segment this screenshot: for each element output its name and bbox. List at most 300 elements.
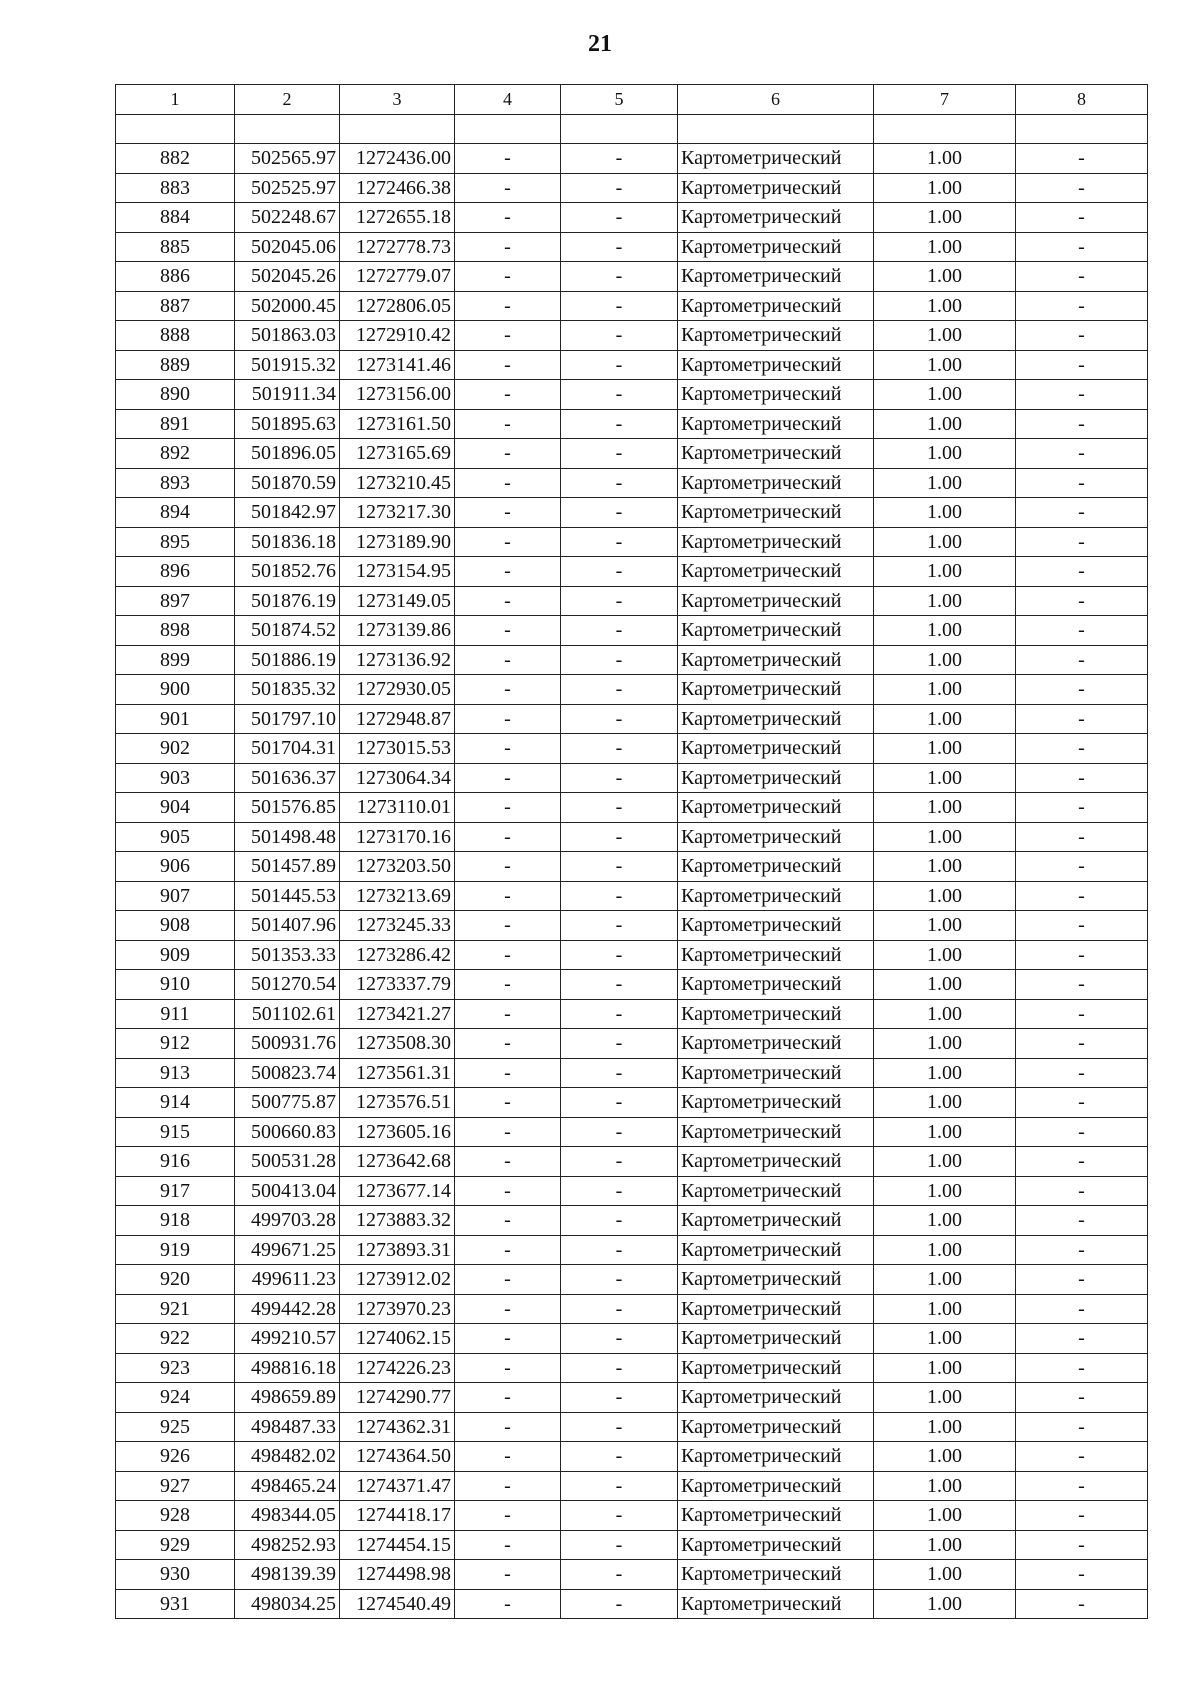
point-number-cell: 922 <box>116 1324 235 1354</box>
col4-value-cell: - <box>455 1589 561 1619</box>
method-cell: Картометрический <box>678 1294 874 1324</box>
table-row <box>116 439 1148 469</box>
col5-value-cell: - <box>561 468 678 498</box>
col4-value-cell: - <box>455 468 561 498</box>
col4-value-cell: - <box>455 498 561 528</box>
blank-row <box>116 114 1148 144</box>
col8-value-cell: - <box>1016 1294 1148 1324</box>
method-cell: Картометрический <box>678 1442 874 1472</box>
coord-x-cell: 498487.33 <box>235 1412 340 1442</box>
column-header-5: 5 <box>561 85 678 115</box>
coord-x-cell: 500823.74 <box>235 1058 340 1088</box>
coord-y-cell: 1272948.87 <box>340 704 455 734</box>
col5-value-cell: - <box>561 144 678 174</box>
col4-value-cell: - <box>455 409 561 439</box>
col5-value-cell: - <box>561 1589 678 1619</box>
col5-value-cell: - <box>561 262 678 292</box>
point-number-cell: 900 <box>116 675 235 705</box>
col5-value-cell: - <box>561 498 678 528</box>
accuracy-cell: 1.00 <box>874 911 1016 941</box>
point-number-cell: 928 <box>116 1501 235 1531</box>
col5-value-cell: - <box>561 970 678 1000</box>
coord-y-cell: 1273156.00 <box>340 380 455 410</box>
method-cell: Картометрический <box>678 1589 874 1619</box>
col4-value-cell: - <box>455 1058 561 1088</box>
col8-value-cell: - <box>1016 1412 1148 1442</box>
blank-cell <box>116 114 235 144</box>
col5-value-cell: - <box>561 1058 678 1088</box>
point-number-cell: 905 <box>116 822 235 852</box>
method-cell: Картометрический <box>678 1265 874 1295</box>
table-row <box>116 1442 1148 1472</box>
coord-x-cell: 501896.05 <box>235 439 340 469</box>
accuracy-cell: 1.00 <box>874 262 1016 292</box>
method-cell: Картометрический <box>678 586 874 616</box>
col5-value-cell: - <box>561 675 678 705</box>
col8-value-cell: - <box>1016 881 1148 911</box>
col4-value-cell: - <box>455 291 561 321</box>
point-number-cell: 908 <box>116 911 235 941</box>
col5-value-cell: - <box>561 173 678 203</box>
point-number-cell: 920 <box>116 1265 235 1295</box>
coord-y-cell: 1273677.14 <box>340 1176 455 1206</box>
point-number-cell: 918 <box>116 1206 235 1236</box>
col5-value-cell: - <box>561 586 678 616</box>
col4-value-cell: - <box>455 1353 561 1383</box>
coord-y-cell: 1273576.51 <box>340 1088 455 1118</box>
col8-value-cell: - <box>1016 1058 1148 1088</box>
col8-value-cell: - <box>1016 350 1148 380</box>
accuracy-cell: 1.00 <box>874 1176 1016 1206</box>
point-number-cell: 914 <box>116 1088 235 1118</box>
coord-y-cell: 1273110.01 <box>340 793 455 823</box>
col8-value-cell: - <box>1016 1383 1148 1413</box>
coord-y-cell: 1273421.27 <box>340 999 455 1029</box>
method-cell: Картометрический <box>678 616 874 646</box>
method-cell: Картометрический <box>678 822 874 852</box>
point-number-cell: 885 <box>116 232 235 262</box>
coord-x-cell: 499703.28 <box>235 1206 340 1236</box>
method-cell: Картометрический <box>678 439 874 469</box>
accuracy-cell: 1.00 <box>874 1294 1016 1324</box>
accuracy-cell: 1.00 <box>874 321 1016 351</box>
coord-x-cell: 501836.18 <box>235 527 340 557</box>
accuracy-cell: 1.00 <box>874 173 1016 203</box>
coord-x-cell: 498465.24 <box>235 1471 340 1501</box>
method-cell: Картометрический <box>678 232 874 262</box>
col8-value-cell: - <box>1016 1117 1148 1147</box>
coord-x-cell: 502525.97 <box>235 173 340 203</box>
coord-x-cell: 501876.19 <box>235 586 340 616</box>
method-cell: Картометрический <box>678 527 874 557</box>
coord-y-cell: 1274454.15 <box>340 1530 455 1560</box>
coordinates-table <box>115 84 1148 1619</box>
point-number-cell: 925 <box>116 1412 235 1442</box>
method-cell: Картометрический <box>678 144 874 174</box>
table-row <box>116 262 1148 292</box>
point-number-cell: 924 <box>116 1383 235 1413</box>
coord-y-cell: 1273642.68 <box>340 1147 455 1177</box>
col8-value-cell: - <box>1016 1560 1148 1590</box>
accuracy-cell: 1.00 <box>874 1353 1016 1383</box>
col4-value-cell: - <box>455 1117 561 1147</box>
col4-value-cell: - <box>455 704 561 734</box>
table-row <box>116 321 1148 351</box>
coord-x-cell: 500660.83 <box>235 1117 340 1147</box>
col4-value-cell: - <box>455 852 561 882</box>
coord-y-cell: 1272655.18 <box>340 203 455 233</box>
coord-x-cell: 501835.32 <box>235 675 340 705</box>
table-row <box>116 350 1148 380</box>
col8-value-cell: - <box>1016 586 1148 616</box>
table-row <box>116 586 1148 616</box>
blank-cell <box>874 114 1016 144</box>
blank-cell <box>678 114 874 144</box>
method-cell: Картометрический <box>678 1471 874 1501</box>
table-row <box>116 1029 1148 1059</box>
coord-y-cell: 1272910.42 <box>340 321 455 351</box>
point-number-cell: 897 <box>116 586 235 616</box>
col8-value-cell: - <box>1016 704 1148 734</box>
col4-value-cell: - <box>455 1560 561 1590</box>
coord-y-cell: 1273210.45 <box>340 468 455 498</box>
col8-value-cell: - <box>1016 1530 1148 1560</box>
table-row <box>116 1501 1148 1531</box>
coord-x-cell: 498139.39 <box>235 1560 340 1590</box>
coord-x-cell: 502000.45 <box>235 291 340 321</box>
col8-value-cell: - <box>1016 409 1148 439</box>
coord-x-cell: 501457.89 <box>235 852 340 882</box>
col4-value-cell: - <box>455 439 561 469</box>
col8-value-cell: - <box>1016 793 1148 823</box>
table-row <box>116 1294 1148 1324</box>
col5-value-cell: - <box>561 1324 678 1354</box>
coord-y-cell: 1273203.50 <box>340 852 455 882</box>
accuracy-cell: 1.00 <box>874 380 1016 410</box>
col8-value-cell: - <box>1016 1235 1148 1265</box>
accuracy-cell: 1.00 <box>874 970 1016 1000</box>
accuracy-cell: 1.00 <box>874 468 1016 498</box>
table-row <box>116 380 1148 410</box>
point-number-cell: 882 <box>116 144 235 174</box>
accuracy-cell: 1.00 <box>874 1412 1016 1442</box>
coord-x-cell: 501704.31 <box>235 734 340 764</box>
accuracy-cell: 1.00 <box>874 1560 1016 1590</box>
point-number-cell: 915 <box>116 1117 235 1147</box>
col5-value-cell: - <box>561 1471 678 1501</box>
accuracy-cell: 1.00 <box>874 704 1016 734</box>
accuracy-cell: 1.00 <box>874 852 1016 882</box>
method-cell: Картометрический <box>678 1029 874 1059</box>
table-row <box>116 1353 1148 1383</box>
point-number-cell: 884 <box>116 203 235 233</box>
col5-value-cell: - <box>561 881 678 911</box>
col8-value-cell: - <box>1016 763 1148 793</box>
table-row <box>116 1265 1148 1295</box>
method-cell: Картометрический <box>678 852 874 882</box>
accuracy-cell: 1.00 <box>874 1324 1016 1354</box>
col5-value-cell: - <box>561 1383 678 1413</box>
method-cell: Картометрический <box>678 911 874 941</box>
col4-value-cell: - <box>455 262 561 292</box>
method-cell: Картометрический <box>678 1353 874 1383</box>
coord-x-cell: 500413.04 <box>235 1176 340 1206</box>
col4-value-cell: - <box>455 1383 561 1413</box>
coord-x-cell: 501498.48 <box>235 822 340 852</box>
accuracy-cell: 1.00 <box>874 1589 1016 1619</box>
coord-y-cell: 1273217.30 <box>340 498 455 528</box>
col8-value-cell: - <box>1016 645 1148 675</box>
column-header-7: 7 <box>874 85 1016 115</box>
col4-value-cell: - <box>455 321 561 351</box>
point-number-cell: 917 <box>116 1176 235 1206</box>
col5-value-cell: - <box>561 645 678 675</box>
coord-y-cell: 1273912.02 <box>340 1265 455 1295</box>
point-number-cell: 929 <box>116 1530 235 1560</box>
accuracy-cell: 1.00 <box>874 1117 1016 1147</box>
col5-value-cell: - <box>561 793 678 823</box>
table-row <box>116 734 1148 764</box>
col5-value-cell: - <box>561 1442 678 1472</box>
point-number-cell: 898 <box>116 616 235 646</box>
coord-x-cell: 501407.96 <box>235 911 340 941</box>
accuracy-cell: 1.00 <box>874 793 1016 823</box>
coord-x-cell: 498344.05 <box>235 1501 340 1531</box>
accuracy-cell: 1.00 <box>874 645 1016 675</box>
table-row <box>116 1383 1148 1413</box>
point-number-cell: 909 <box>116 940 235 970</box>
table-row <box>116 1560 1148 1590</box>
accuracy-cell: 1.00 <box>874 527 1016 557</box>
method-cell: Картометрический <box>678 1117 874 1147</box>
point-number-cell: 926 <box>116 1442 235 1472</box>
accuracy-cell: 1.00 <box>874 1235 1016 1265</box>
accuracy-cell: 1.00 <box>874 439 1016 469</box>
col4-value-cell: - <box>455 203 561 233</box>
coord-x-cell: 501874.52 <box>235 616 340 646</box>
method-cell: Картометрический <box>678 940 874 970</box>
accuracy-cell: 1.00 <box>874 734 1016 764</box>
coord-y-cell: 1273154.95 <box>340 557 455 587</box>
col8-value-cell: - <box>1016 291 1148 321</box>
accuracy-cell: 1.00 <box>874 1029 1016 1059</box>
method-cell: Картометрический <box>678 1501 874 1531</box>
coord-x-cell: 501445.53 <box>235 881 340 911</box>
column-header-3: 3 <box>340 85 455 115</box>
col4-value-cell: - <box>455 734 561 764</box>
point-number-cell: 910 <box>116 970 235 1000</box>
col4-value-cell: - <box>455 616 561 646</box>
coord-x-cell: 501863.03 <box>235 321 340 351</box>
col5-value-cell: - <box>561 1206 678 1236</box>
blank-cell <box>1016 114 1148 144</box>
col4-value-cell: - <box>455 940 561 970</box>
point-number-cell: 892 <box>116 439 235 469</box>
coord-x-cell: 500775.87 <box>235 1088 340 1118</box>
accuracy-cell: 1.00 <box>874 350 1016 380</box>
coord-y-cell: 1272779.07 <box>340 262 455 292</box>
accuracy-cell: 1.00 <box>874 1383 1016 1413</box>
coord-y-cell: 1273141.46 <box>340 350 455 380</box>
coord-x-cell: 499671.25 <box>235 1235 340 1265</box>
col5-value-cell: - <box>561 1235 678 1265</box>
col8-value-cell: - <box>1016 911 1148 941</box>
col4-value-cell: - <box>455 1206 561 1236</box>
col8-value-cell: - <box>1016 852 1148 882</box>
accuracy-cell: 1.00 <box>874 822 1016 852</box>
coord-y-cell: 1272806.05 <box>340 291 455 321</box>
col8-value-cell: - <box>1016 439 1148 469</box>
col5-value-cell: - <box>561 1530 678 1560</box>
method-cell: Картометрический <box>678 1235 874 1265</box>
point-number-cell: 889 <box>116 350 235 380</box>
point-number-cell: 891 <box>116 409 235 439</box>
col4-value-cell: - <box>455 527 561 557</box>
col5-value-cell: - <box>561 1412 678 1442</box>
method-cell: Картометрический <box>678 498 874 528</box>
col5-value-cell: - <box>561 734 678 764</box>
coord-y-cell: 1273015.53 <box>340 734 455 764</box>
table-row <box>116 173 1148 203</box>
coord-x-cell: 498034.25 <box>235 1589 340 1619</box>
coord-y-cell: 1273136.92 <box>340 645 455 675</box>
col8-value-cell: - <box>1016 203 1148 233</box>
method-cell: Картометрический <box>678 1560 874 1590</box>
col8-value-cell: - <box>1016 1471 1148 1501</box>
col4-value-cell: - <box>455 822 561 852</box>
col5-value-cell: - <box>561 557 678 587</box>
col8-value-cell: - <box>1016 1088 1148 1118</box>
col5-value-cell: - <box>561 1265 678 1295</box>
table-row <box>116 822 1148 852</box>
coord-y-cell: 1273883.32 <box>340 1206 455 1236</box>
coord-y-cell: 1273213.69 <box>340 881 455 911</box>
coord-y-cell: 1273245.33 <box>340 911 455 941</box>
col8-value-cell: - <box>1016 262 1148 292</box>
coord-x-cell: 498252.93 <box>235 1530 340 1560</box>
point-number-cell: 919 <box>116 1235 235 1265</box>
table-row <box>116 911 1148 941</box>
col4-value-cell: - <box>455 1088 561 1118</box>
coord-y-cell: 1273149.05 <box>340 586 455 616</box>
coord-y-cell: 1273286.42 <box>340 940 455 970</box>
point-number-cell: 912 <box>116 1029 235 1059</box>
col5-value-cell: - <box>561 1029 678 1059</box>
col8-value-cell: - <box>1016 1265 1148 1295</box>
coord-y-cell: 1272930.05 <box>340 675 455 705</box>
method-cell: Картометрический <box>678 203 874 233</box>
col4-value-cell: - <box>455 1265 561 1295</box>
coord-x-cell: 501353.33 <box>235 940 340 970</box>
coord-x-cell: 501102.61 <box>235 999 340 1029</box>
col4-value-cell: - <box>455 173 561 203</box>
method-cell: Картометрический <box>678 321 874 351</box>
point-number-cell: 899 <box>116 645 235 675</box>
table-row <box>116 645 1148 675</box>
accuracy-cell: 1.00 <box>874 203 1016 233</box>
col4-value-cell: - <box>455 763 561 793</box>
coord-x-cell: 501797.10 <box>235 704 340 734</box>
point-number-cell: 894 <box>116 498 235 528</box>
method-cell: Картометрический <box>678 409 874 439</box>
accuracy-cell: 1.00 <box>874 1442 1016 1472</box>
method-cell: Картометрический <box>678 645 874 675</box>
col5-value-cell: - <box>561 409 678 439</box>
coord-y-cell: 1274418.17 <box>340 1501 455 1531</box>
point-number-cell: 916 <box>116 1147 235 1177</box>
col8-value-cell: - <box>1016 144 1148 174</box>
table-row <box>116 1589 1148 1619</box>
table-row <box>116 144 1148 174</box>
col8-value-cell: - <box>1016 1029 1148 1059</box>
col4-value-cell: - <box>455 999 561 1029</box>
column-header-8: 8 <box>1016 85 1148 115</box>
column-header-4: 4 <box>455 85 561 115</box>
method-cell: Картометрический <box>678 1058 874 1088</box>
coord-y-cell: 1273561.31 <box>340 1058 455 1088</box>
table-row <box>116 852 1148 882</box>
table-row <box>116 675 1148 705</box>
method-cell: Картометрический <box>678 1383 874 1413</box>
col8-value-cell: - <box>1016 970 1148 1000</box>
accuracy-cell: 1.00 <box>874 557 1016 587</box>
col4-value-cell: - <box>455 586 561 616</box>
col5-value-cell: - <box>561 999 678 1029</box>
col5-value-cell: - <box>561 1176 678 1206</box>
coord-x-cell: 501895.63 <box>235 409 340 439</box>
coord-y-cell: 1273508.30 <box>340 1029 455 1059</box>
col5-value-cell: - <box>561 1294 678 1324</box>
table-row <box>116 557 1148 587</box>
accuracy-cell: 1.00 <box>874 1501 1016 1531</box>
coord-y-cell: 1273165.69 <box>340 439 455 469</box>
accuracy-cell: 1.00 <box>874 1530 1016 1560</box>
coord-y-cell: 1273139.86 <box>340 616 455 646</box>
point-number-cell: 903 <box>116 763 235 793</box>
point-number-cell: 923 <box>116 1353 235 1383</box>
method-cell: Картометрический <box>678 999 874 1029</box>
col5-value-cell: - <box>561 763 678 793</box>
table-row <box>116 940 1148 970</box>
coord-x-cell: 499210.57 <box>235 1324 340 1354</box>
col4-value-cell: - <box>455 911 561 941</box>
accuracy-cell: 1.00 <box>874 1088 1016 1118</box>
column-header-6: 6 <box>678 85 874 115</box>
point-number-cell: 904 <box>116 793 235 823</box>
accuracy-cell: 1.00 <box>874 232 1016 262</box>
method-cell: Картометрический <box>678 291 874 321</box>
coord-x-cell: 498659.89 <box>235 1383 340 1413</box>
col5-value-cell: - <box>561 203 678 233</box>
point-number-cell: 887 <box>116 291 235 321</box>
col8-value-cell: - <box>1016 1589 1148 1619</box>
method-cell: Картометрический <box>678 675 874 705</box>
col8-value-cell: - <box>1016 1176 1148 1206</box>
table-row <box>116 763 1148 793</box>
method-cell: Картометрический <box>678 881 874 911</box>
table-row <box>116 203 1148 233</box>
coord-y-cell: 1272778.73 <box>340 232 455 262</box>
accuracy-cell: 1.00 <box>874 144 1016 174</box>
coord-y-cell: 1273893.31 <box>340 1235 455 1265</box>
page-number: 21 <box>588 31 612 57</box>
accuracy-cell: 1.00 <box>874 881 1016 911</box>
accuracy-cell: 1.00 <box>874 409 1016 439</box>
col4-value-cell: - <box>455 675 561 705</box>
accuracy-cell: 1.00 <box>874 1265 1016 1295</box>
col5-value-cell: - <box>561 852 678 882</box>
table-row <box>116 1088 1148 1118</box>
